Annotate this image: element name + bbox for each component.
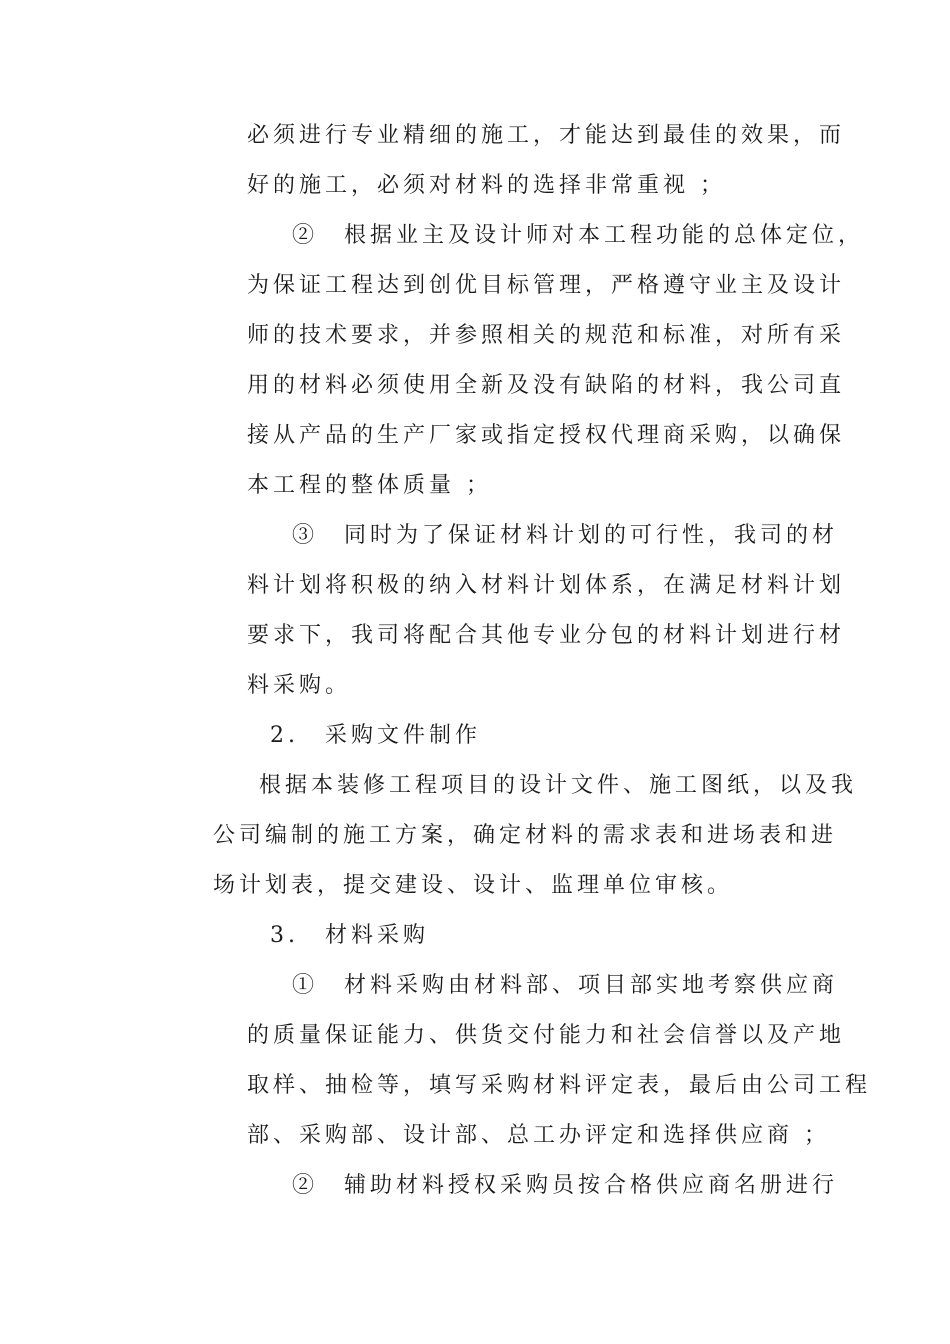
section-heading: 2. 采购文件制作 bbox=[270, 723, 481, 748]
section-heading: 3. 材料采购 bbox=[270, 923, 429, 948]
text-line: ① 材料采购由材料部、项目部实地考察供应商 bbox=[292, 973, 839, 998]
text-line: 料计划将积极的纳入材料计划体系，在满足材料计划 bbox=[247, 573, 846, 598]
text-line: 本工程的整体质量 ； bbox=[247, 473, 492, 498]
text-line: 公司编制的施工方案，确定材料的需求表和进场表和进 bbox=[213, 823, 838, 848]
text-line: 取样、抽检等，填写采购材料评定表，最后由公司工程 bbox=[247, 1073, 872, 1098]
text-line: 的质量保证能力、供货交付能力和社会信誉以及产地 bbox=[247, 1023, 846, 1048]
text-line: 必须进行专业精细的施工，才能达到最佳的效果，而 bbox=[247, 123, 846, 148]
text-line: ② 辅助材料授权采购员按合格供应商名册进行 bbox=[292, 1173, 839, 1198]
text-line: ③ 同时为了保证材料计划的可行性，我司的材 bbox=[292, 523, 839, 548]
text-line: 根据本装修工程项目的设计文件、施工图纸，以及我 bbox=[259, 773, 858, 798]
text-line: 为保证工程达到创优目标管理，严格遵守业主及设计 bbox=[247, 273, 846, 298]
text-line: ② 根据业主及设计师对本工程功能的总体定位， bbox=[292, 223, 865, 248]
text-line: 料采购。 bbox=[247, 673, 352, 698]
text-line: 师的技术要求，并参照相关的规范和标准，对所有采 bbox=[247, 323, 846, 348]
text-line: 用的材料必须使用全新及没有缺陷的材料，我公司直 bbox=[247, 373, 846, 398]
text-line: 要求下，我司将配合其他专业分包的材料计划进行材 bbox=[247, 623, 846, 648]
text-line: 接从产品的生产厂家或指定授权代理商采购，以确保 bbox=[247, 423, 846, 448]
text-line: 好的施工，必须对材料的选择非常重视 ； bbox=[247, 173, 726, 198]
text-line: 部、采购部、设计部、总工办评定和选择供应商 ； bbox=[247, 1123, 830, 1148]
text-line: 场计划表，提交建设、设计、监理单位审核。 bbox=[213, 873, 734, 898]
